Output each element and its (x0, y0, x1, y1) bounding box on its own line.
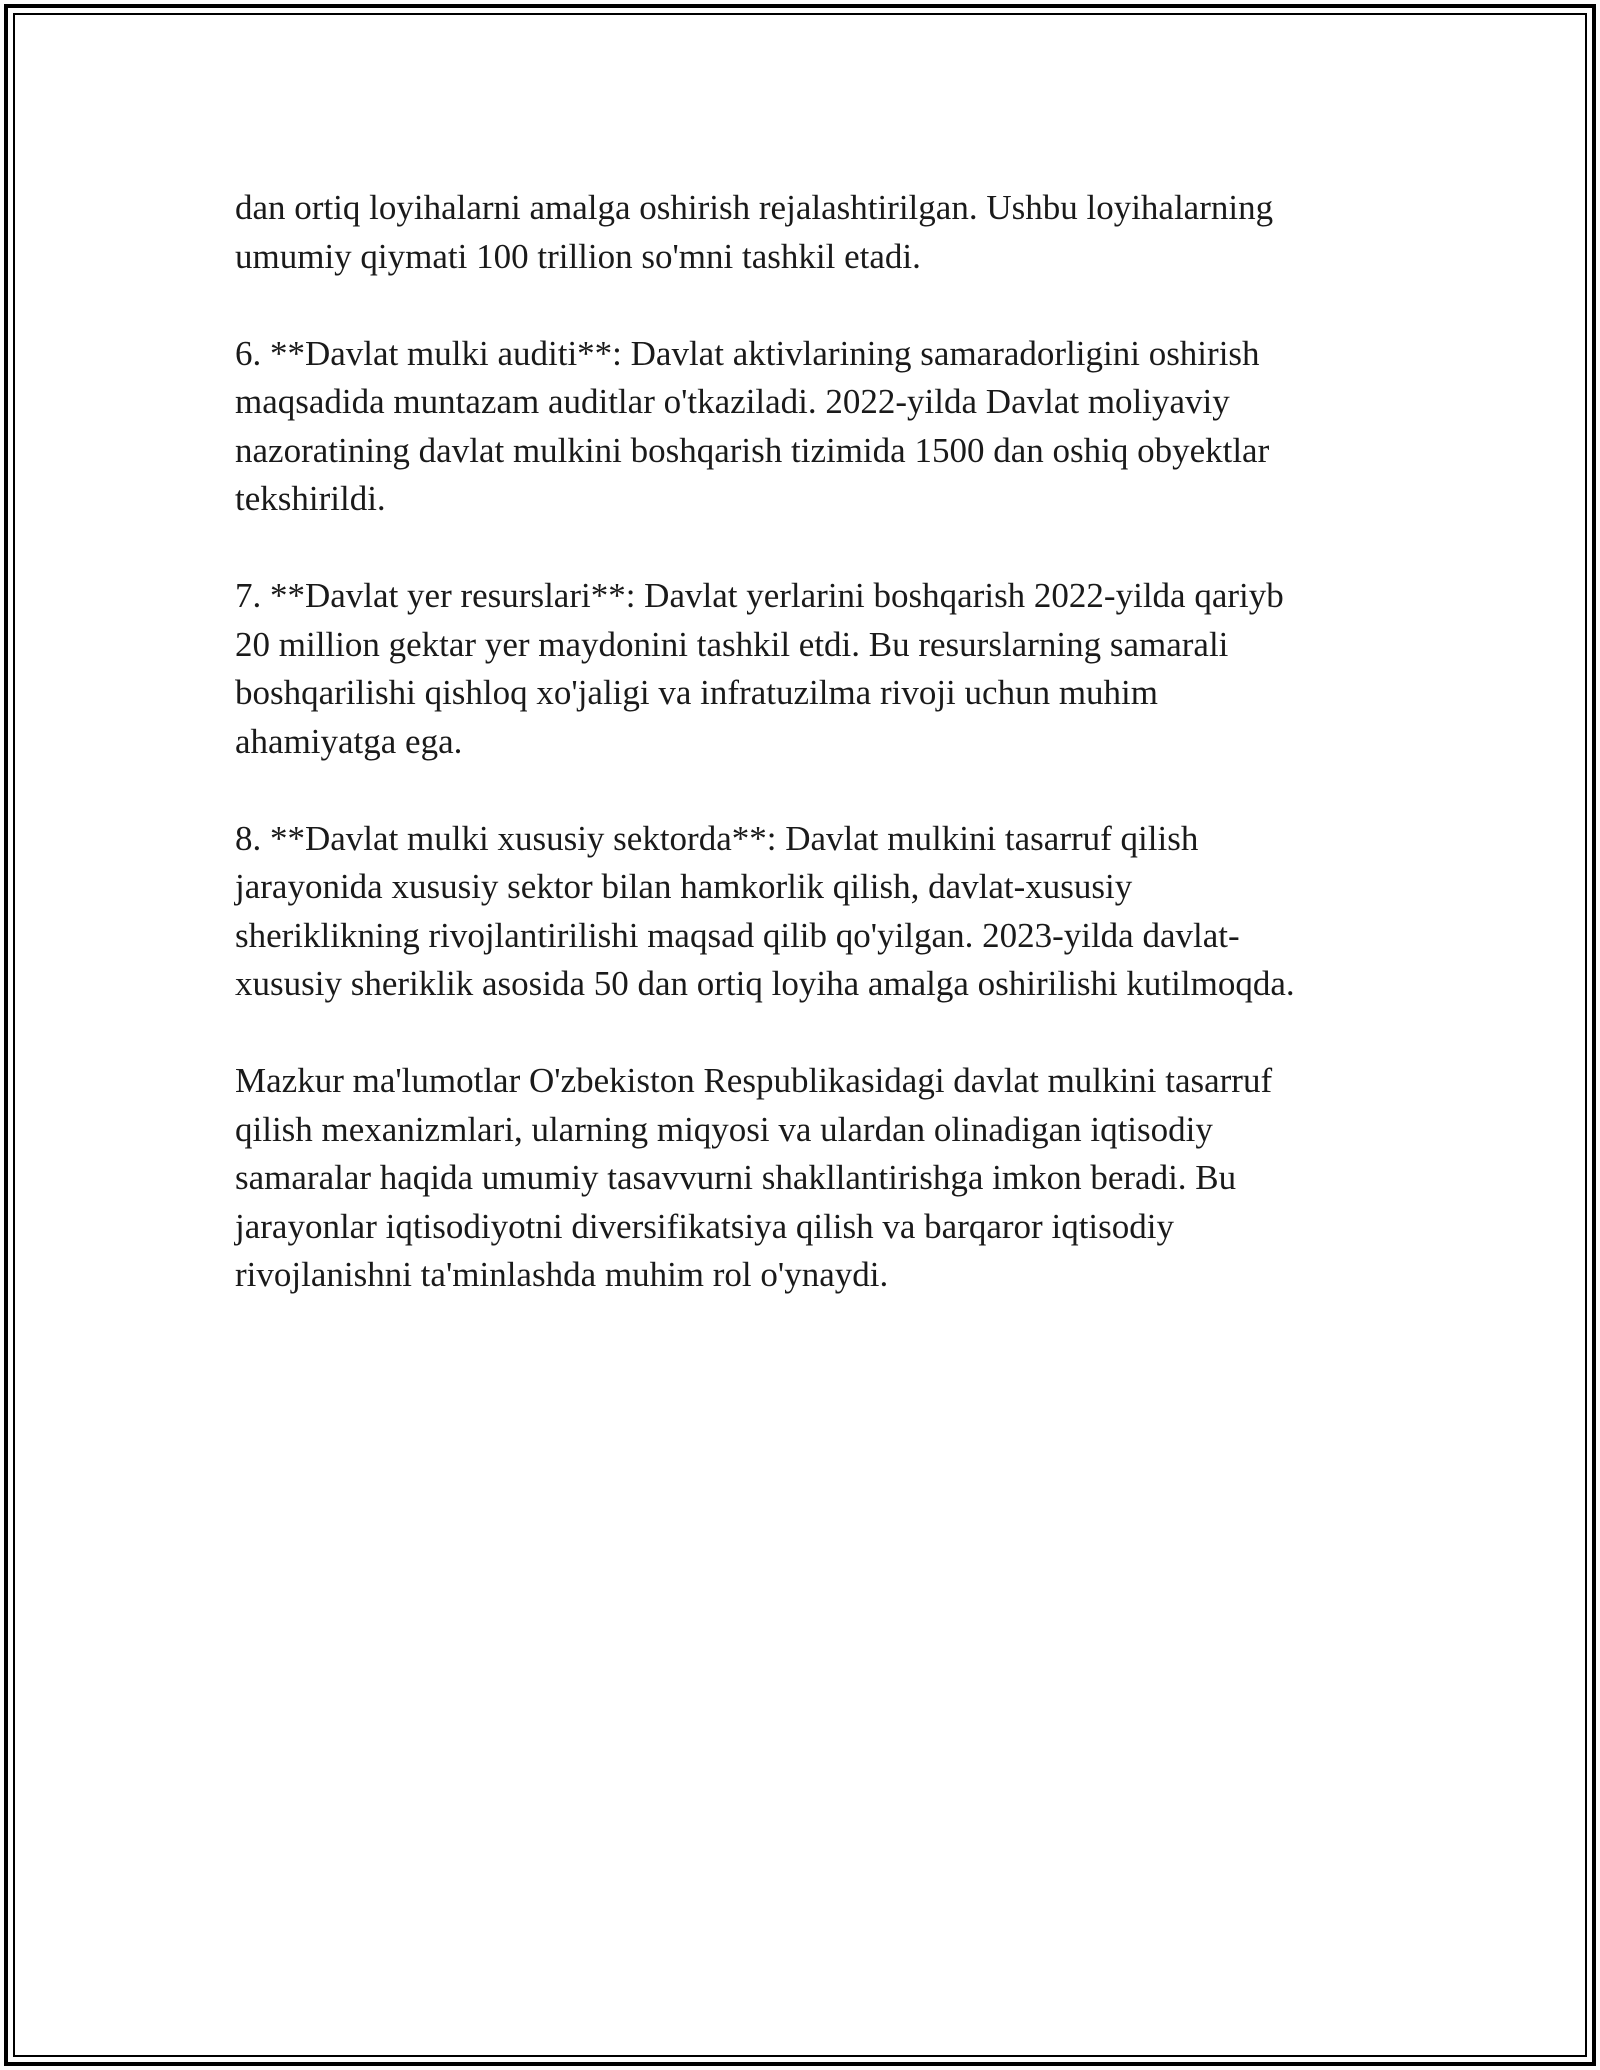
document-body (235, 184, 1365, 1300)
text-line: qilish mexanizmlari, ularning miqyosi va ulardan olinadigan iqtisodiy (235, 1109, 1213, 1149)
paragraph-item-7 (235, 572, 1365, 766)
text-line: dan ortiq loyihalarni amalga oshirish rejalashtirilgan. Ushbu loyihalarning (235, 188, 1274, 227)
text-line: 6. **Davlat mulki auditi**: Davlat aktivlarining samaradorligini oshirish (235, 333, 1260, 373)
text-line: samaralar haqida umumiy tasavvurni shakllantirishga imkon beradi. Bu (235, 1158, 1237, 1197)
text-line: nazoratining davlat mulkini boshqarish tizimida 1500 dan oshiq obyektlar (235, 430, 1270, 470)
text-line: jarayonlar iqtisodiyotni diversifikatsiya qilish va barqaror iqtisodiy (235, 1206, 1174, 1246)
paragraph-item-6 (235, 330, 1365, 524)
text-line: sheriklikning rivojlantirilishi maqsad qilib qo'yilgan. 2023-yilda davlat- (235, 915, 1240, 955)
paragraph-item-8 (235, 815, 1365, 1009)
text-line: rivojlanishni ta'minlashda muhim rol o'ynaydi. (235, 1255, 889, 1294)
text-line: ahamiyatga ega. (235, 721, 463, 761)
paragraph-conclusion (235, 1057, 1365, 1300)
text-line: tekshirildi. (235, 479, 386, 518)
text-line: xususiy sheriklik asosida 50 dan ortiq loyiha amalga oshirilishi kutilmoqda. (235, 964, 1295, 1003)
text-line: maqsadida muntazam auditlar o'tkaziladi. 2022-yilda Davlat moliyaviy (235, 382, 1230, 421)
text-line: Mazkur ma'lumotlar O'zbekiston Respublikasidagi davlat mulkini tasarruf (235, 1061, 1273, 1100)
text-line: 20 million gektar yer maydonini tashkil etdi. Bu resurslarning samarali (235, 624, 1229, 664)
text-line: umumiy qiymati 100 trillion so'mni tashkil etadi. (235, 236, 921, 276)
text-line: boshqarilishi qishloq xo'jaligi va infratuzilma rivoji uchun muhim (235, 673, 1158, 712)
text-line: jarayonida xususiy sektor bilan hamkorlik qilish, davlat-xususiy (235, 867, 1133, 906)
paragraph-intro-continuation (235, 184, 1365, 281)
text-line: 8. **Davlat mulki xususiy sektorda**: Davlat mulkini tasarruf qilish (235, 818, 1199, 858)
text-line: 7. **Davlat yer resurslari**: Davlat yerlarini boshqarish 2022-yilda qariyb (235, 576, 1284, 615)
